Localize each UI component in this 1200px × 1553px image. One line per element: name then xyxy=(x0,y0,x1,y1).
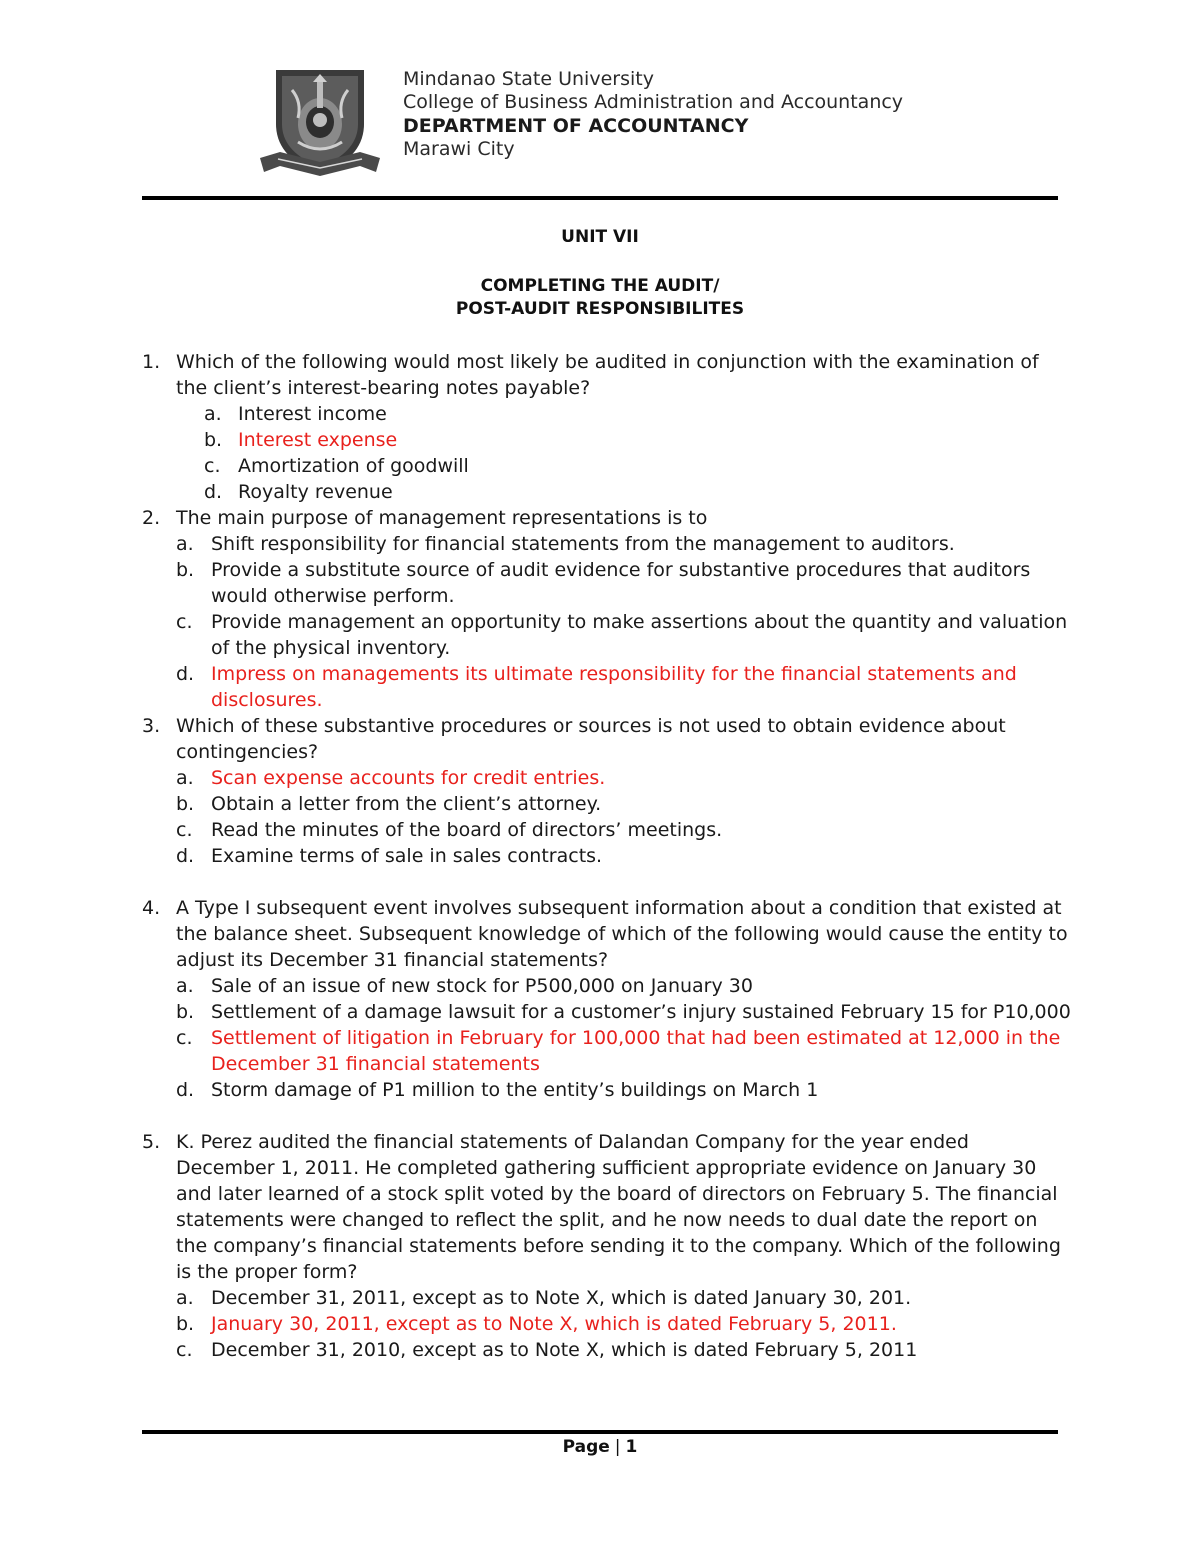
question-stem xyxy=(142,1129,1072,1285)
option-letter: d. xyxy=(204,481,223,503)
answer-option xyxy=(142,1285,1072,1311)
answer-option xyxy=(142,1077,1072,1103)
option-text: Scan expense accounts for credit entries. xyxy=(211,767,606,789)
answer-option xyxy=(142,453,1072,479)
option-text: Read the minutes of the board of directors’ meetings. xyxy=(211,819,723,841)
question-text: K. Perez audited the financial statements of Dalandan Company for the year ended December 1, 2011. He completed gathering sufficient appropriate evidence on January 30 and later learned of a stock split voted by the board of directors on February 5. The financial statements were changed to reflect the split, and he now needs to dual date the report on the company’s financial statements before sending it to the company. Which of the following is the proper form? xyxy=(176,1131,1061,1283)
question-text: Which of the following would most likely be audited in conjunction with the examination of the client’s interest-bearing notes payable? xyxy=(176,351,1039,399)
question-number: 4. xyxy=(142,897,161,919)
option-letter: a. xyxy=(176,975,194,997)
question-number: 2. xyxy=(142,507,161,529)
option-letter: d. xyxy=(176,845,195,867)
question-number: 5. xyxy=(142,1131,161,1153)
option-text: Storm damage of P1 million to the entity’s buildings on March 1 xyxy=(211,1079,819,1101)
option-letter: d. xyxy=(176,1079,195,1101)
option-text: Royalty revenue xyxy=(238,481,393,503)
answer-option-correct xyxy=(142,765,1072,791)
answer-option xyxy=(142,843,1072,869)
university-seal-icon xyxy=(258,62,382,186)
page-footer xyxy=(142,1436,1058,1458)
option-letter: c. xyxy=(176,1339,193,1361)
option-letter: a. xyxy=(176,533,194,555)
option-text: Provide management an opportunity to make assertions about the quantity and valuation of the physical inventory. xyxy=(211,611,1068,659)
option-letter: b. xyxy=(176,793,195,815)
option-text: Shift responsibility for financial statements from the management to auditors. xyxy=(211,533,955,555)
page-separator: | xyxy=(614,1437,621,1457)
option-letter: b. xyxy=(176,1001,195,1023)
answer-option xyxy=(142,817,1072,843)
department-name: DEPARTMENT OF ACCOUNTANCY xyxy=(403,114,749,137)
topic-title-line-1: COMPLETING THE AUDIT/ xyxy=(480,276,720,296)
institution-header xyxy=(403,68,903,161)
question-stem xyxy=(142,713,1072,765)
header-divider xyxy=(142,196,1058,200)
answer-option-correct xyxy=(142,1311,1072,1337)
question-text: The main purpose of management representations is to xyxy=(176,507,708,529)
option-letter: c. xyxy=(204,455,221,477)
topic-title xyxy=(142,275,1058,321)
answer-option xyxy=(142,999,1072,1025)
option-letter: c. xyxy=(176,819,193,841)
question-list xyxy=(142,349,1072,1363)
answer-option-correct xyxy=(142,1025,1072,1077)
question-1 xyxy=(142,349,1072,505)
option-text: Interest expense xyxy=(238,429,398,451)
answer-option xyxy=(142,479,1072,505)
option-text: Impress on managements its ultimate responsibility for the financial statements and disclosures. xyxy=(211,663,1017,711)
option-text: Sale of an issue of new stock for P500,000 on January 30 xyxy=(211,975,753,997)
university-name: Mindanao State University xyxy=(403,68,654,90)
option-text: December 31, 2011, except as to Note X, which is dated January 30, 201. xyxy=(211,1287,912,1309)
option-letter: c. xyxy=(176,1027,193,1049)
answer-option xyxy=(142,531,1072,557)
answer-option xyxy=(142,557,1072,609)
option-text: Settlement of a damage lawsuit for a customer’s injury sustained February 15 for P10,000 xyxy=(211,1001,1071,1023)
footer-divider xyxy=(142,1430,1058,1434)
college-name: College of Business Administration and Accountancy xyxy=(403,91,904,114)
answer-option-correct xyxy=(142,427,1072,453)
answer-option xyxy=(142,609,1072,661)
option-letter: a. xyxy=(176,767,194,789)
option-letter: b. xyxy=(176,559,195,581)
option-text: Examine terms of sale in sales contracts. xyxy=(211,845,603,867)
option-text: Provide a substitute source of audit evidence for substantive procedures that auditors would otherwise perform. xyxy=(211,559,1031,607)
option-text: December 31, 2010, except as to Note X, which is dated February 5, 2011 xyxy=(211,1339,918,1361)
page-label: Page xyxy=(562,1437,610,1457)
topic-title-line-2: POST-AUDIT RESPONSIBILITES xyxy=(455,299,745,319)
question-stem xyxy=(142,895,1072,973)
option-text: Settlement of litigation in February for 100,000 that had been estimated at 12,000 in the December 31 financial statements xyxy=(211,1027,1061,1075)
question-stem xyxy=(142,349,1072,401)
option-letter: a. xyxy=(204,403,222,425)
question-4 xyxy=(142,895,1072,1103)
question-3 xyxy=(142,713,1072,869)
answer-option xyxy=(142,973,1072,999)
question-stem xyxy=(142,505,1072,531)
option-letter: b. xyxy=(176,1313,195,1335)
question-number: 1. xyxy=(142,351,161,373)
option-text: Amortization of goodwill xyxy=(238,455,469,477)
unit-title: UNIT VII xyxy=(561,227,639,247)
option-letter: a. xyxy=(176,1287,194,1309)
option-letter: d. xyxy=(176,663,195,685)
answer-option xyxy=(142,1337,1072,1363)
option-text: Interest income xyxy=(238,403,387,425)
option-text: January 30, 2011, except as to Note X, which is dated February 5, 2011. xyxy=(211,1313,897,1335)
answer-option-correct xyxy=(142,661,1072,713)
option-text: Obtain a letter from the client’s attorney. xyxy=(211,793,602,815)
option-letter: c. xyxy=(176,611,193,633)
question-text: A Type I subsequent event involves subsequent information about a condition that existed at the balance sheet. Subsequent knowledge of which of the following would cause the entity to adjust its December 31 financial statements? xyxy=(176,897,1068,971)
page-number: 1 xyxy=(625,1437,638,1457)
answer-option xyxy=(142,401,1072,427)
answer-option xyxy=(142,791,1072,817)
question-2 xyxy=(142,505,1072,713)
question-text: Which of these substantive procedures or sources is not used to obtain evidence about contingencies? xyxy=(176,715,1006,763)
city-name: Marawi City xyxy=(403,137,515,160)
question-5 xyxy=(142,1129,1072,1363)
question-number: 3. xyxy=(142,715,161,737)
option-letter: b. xyxy=(204,429,223,451)
